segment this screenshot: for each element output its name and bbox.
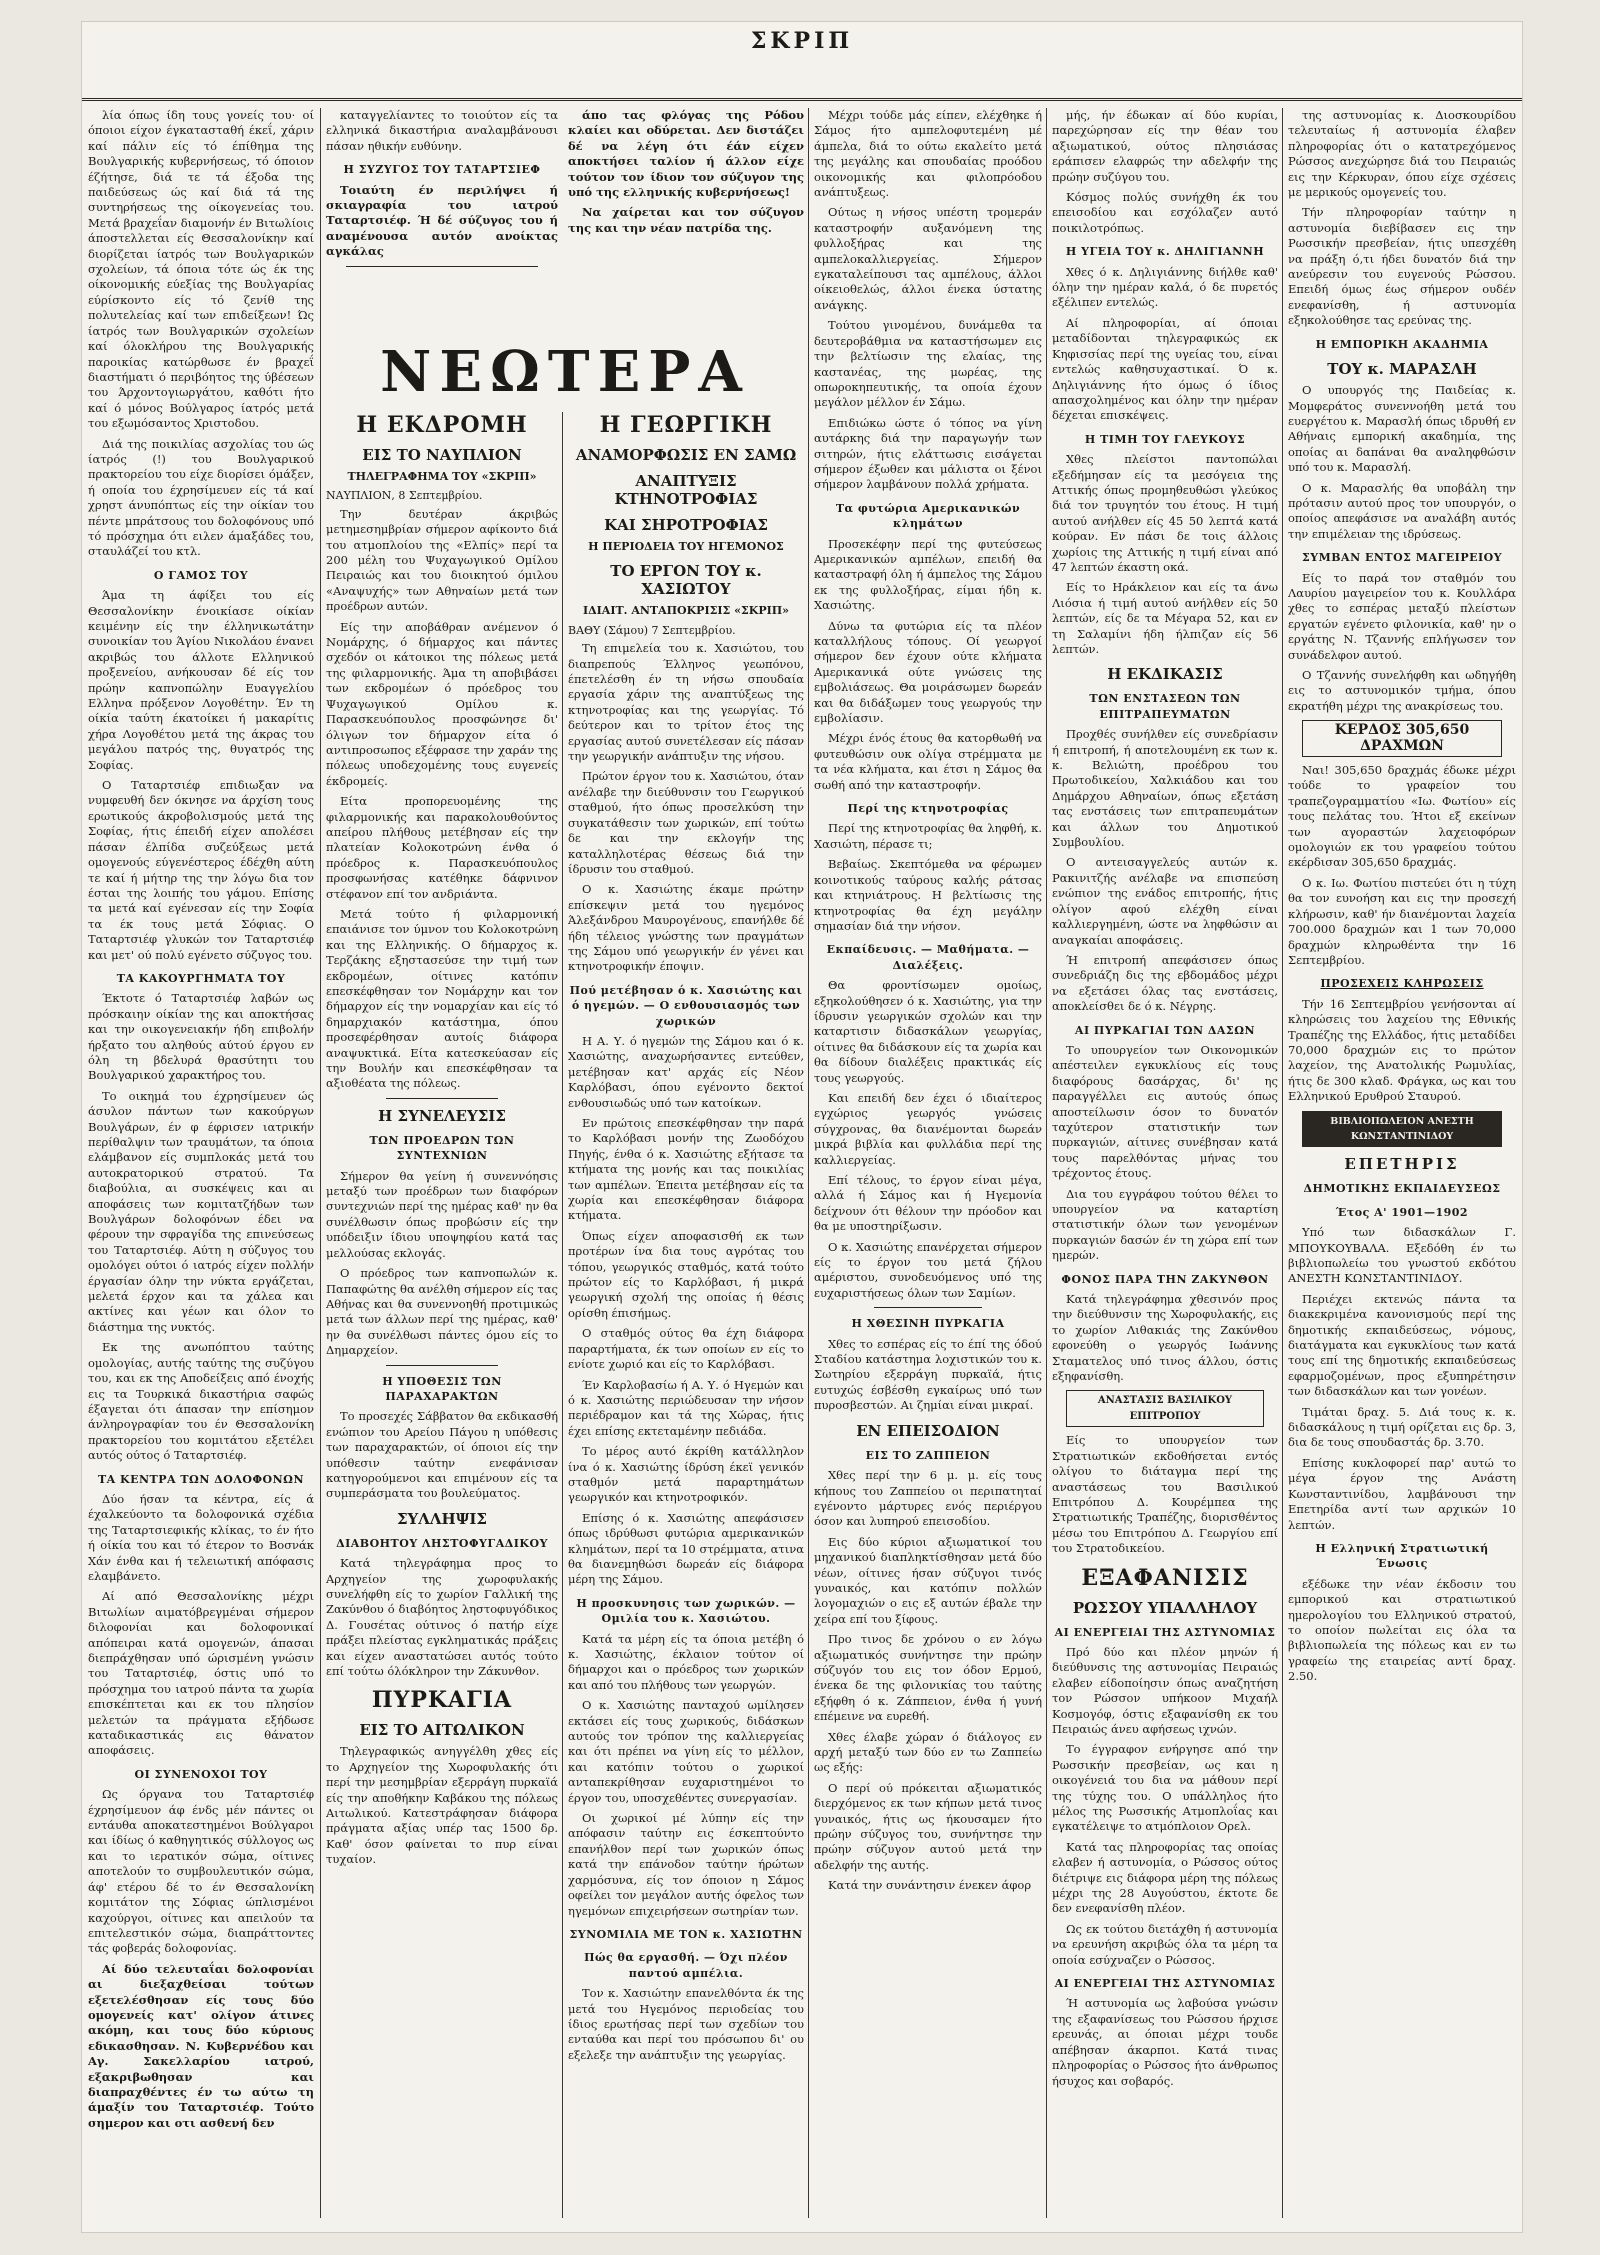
article-subheading: ΡΩΣΣΟΥ ΥΠΑΛΛΗΛΟΥ	[1072, 1598, 1258, 1617]
paragraph: Μέχρι ένός έτους θα κατορθωθή να φυτευθώσιν ουκ ολίγα στρέμματα με τα νέα κλήματα, και έτσι η Σάμος θα σωθή από την καταστροφήν.	[814, 731, 1042, 792]
paragraph: Είς το Ηράκλειον και είς τα άνω Λιόσια ή τιμή αυτού ανήλθεν είς 50 λεπτών, είς δε τα Μέγαρα 52, και εν τη Σαλαμίνι ήδη ήλπιζαν είς 56 λεπτών.	[1052, 580, 1278, 656]
paragraph: Άμα τη άφίξει του είς Θεσσαλονίκην ένοικίασε οίκίαν κειμένην είς την έλληνικωτάτην συνοικίαν του Άγίου Νικολάου ένανει ακριβώς του άλλοτε Ελληνικού προξενείου, ανήκουσαν δέ είς τον πρώην καπνοπώλην Ευαγγελίου Ελληνα πρόξενον Λογοθέτην. Έν τη οίκία ταύτη έκατοίκει ή μακαρίτις χήρα Λογοθέτου μετά της άκρας του μεγάλου πατρός της, θυγατρός της Σοφίας.	[88, 588, 314, 772]
masthead-title: ΣΚΡΙΠ	[750, 28, 854, 54]
newspaper-page	[82, 22, 1522, 2232]
paragraph: Ο περί ού πρόκειται αξιωματικός διερχόμενος εκ των κήπων μετά τινος γυναικός, ήτις ως ήκουσαμεν ήτο πρώην σύζυγος του, συνήντησε την πρώην σύζυγον αυτού μετά την αδελφήν της αυτής.	[814, 1780, 1042, 1872]
article-subheading: ΕΙΣ ΤΟ ΝΑΥΠΛΙΟΝ	[362, 446, 522, 464]
paragraph: Ο σταθμός ούτος θα έχη διάφορα παραρτήματα, έκ των οποίων εν είς το ενίοτε χωριό και είς το Καρλόβασι.	[568, 1326, 804, 1372]
paragraph: Το προσεχές Σάββατον θα εκδικασθή ενώπιον του Αρείου Πάγου η υπόθεσις των παραχαρακτών, οί όποιοι είς την υπόθεσιν ταύτην ενεφάνισαν κατηγορούμενοι και επιμένουν είς τα συμπεράσματα του βουλεύματος.	[326, 1409, 558, 1501]
paragraph: Ναι! 305,650 δραχμάς έδωκε μέχρι τούδε το γραφείον του τραπεζογραμματίου «Ιω. Φωτίου» είς τους πελάτας του. Ήτοι εξ εκείνων των αγοραστών λαχειοφόρων ομολογιών εκ του γραφείου τούτου εκέρδισαν 305,650 δραχμάς.	[1288, 763, 1516, 870]
section-heading: ΤΑ ΚΕΝΤΡΑ ΤΩΝ ΔΟΛΟΦΟΝΩΝ	[97, 1472, 305, 1486]
paragraph: Είτα προπορευομένης της φιλαρμονικής και παρακολουθούντος απείρου πλήθους μετέβησαν είς την πλατείαν Κολοκοτρώνη ένθα ό πρόεδρος κ. Παρασκευόπουλος προσφωνήσας κατέθηκε δάφνινον στέφανον επί τον ανδριάντα.	[326, 794, 558, 901]
article-heading: Η ΥΠΟΘΕΣΙΣ ΤΩΝ ΠΑΡΑΧΑΡΑΚΤΩΝ	[382, 1374, 502, 1403]
news-banner-heading: ΝΕΩΤΕΡΑ	[380, 339, 750, 405]
paragraph: Κατά τηλεγράφημα προς το Αρχηγείον της χωροφυλακής συνελήφθη είς το χωρίον Γαλλική της Ζακύνθου ό διαβόητος ληστοφυγόδικος Δ. Γουσέτας ούτινος ό πατήρ είχε πράξει πλείστας εγκληματικάς πράξεις και είχεν αναστατώσει αυτός τούτο επί τούτω όλόκληρον την Ζάκυνθον.	[326, 1556, 558, 1679]
article-subheading: ΤΩΝ ΠΡΟΕΔΡΩΝ ΤΩΝ ΣΥΝΤΕΧΝΙΩΝ	[369, 1133, 515, 1163]
article-heading: Η ΤΙΜΗ ΤΟΥ ΓΛΕΥΚΟΥΣ	[1084, 432, 1246, 446]
paragraph: Δύνω τα φυτώρια είς τα πλέον καταλλήλους τόπους. Οί γεωργοί σήμερον δεν έχουν ούτε κλήματα Αμερικανικά ούτε γνώσεις της εμβολιάσεως. Θα μοιράσωμεν δωρεάν και θα διδάξωμεν τους γεωργούς την εμβολίασιν.	[814, 618, 1042, 726]
paragraph: Ο κ. Ιω. Φωτίου πιστεύει ότι η τύχη θα τον ευνοήση και εις την προσεχή κλήρωσιν, καθ' ήν διανέμονται λαχεία 700.000 δραχμών και 1 των 70,000 δραχμών κληρωθέντα την 16 Σεπτεμβρίου.	[1288, 875, 1516, 967]
article-heading: ΑΙ ΠΥΡΚΑΓΙΑΙ ΤΩΝ ΔΑΣΩΝ	[1074, 1023, 1256, 1037]
paragraph: Προχθές συνήλθεν είς συνεδρίασιν ή επιτροπή, ή αποτελουμένη εκ των κ. κ. Βελιώτη, προέδρου του Πρωτοδικείου, Χαλκιάδου και του Δημάρχου Αθηναίων, όπως εξετάση τας ενστάσεις των επιτραπευμάτων και άλλων του Δημοτικού Συμβουλίου.	[1052, 727, 1278, 850]
paragraph: Ο υπουργός της Παιδείας κ. Μομφεράτος συνεννοήθη μετά του ευεργέτου κ. Μαρασλή όπως ιδρυθή εν Αθήναις εμπορική ακαδημία, της οποίας αι δαπάναι θα αναληφθώσιν υπό του κ. Μαρασλή.	[1288, 383, 1516, 475]
article-heading: ΕΝ ΕΠΕΙΣΟΔΙΟΝ	[856, 1421, 1000, 1440]
divider	[874, 1307, 982, 1308]
column-1	[88, 108, 314, 2218]
paragraph: Την δευτέραν άκριβώς μετημεσημβρίαν σήμερον αφίκοντο διά του ατμοπλοίου της «Ελπίς» περί τα 200 μέλη του Ψυχαγωγικού Ομίλου Πειραιώς και του διοικητού όμιλου «Αναψυχής» των Αθηναίων μετά των προέδρων αυτών.	[326, 506, 558, 614]
article-heading: ΠΡΟΣΕΧΕΙΣ ΚΛΗΡΩΣΕΙΣ	[1320, 977, 1484, 991]
article-subheading: ΕΙΣ ΤΟ ΑΙΤΩΛΙΚΟΝ	[359, 1721, 525, 1740]
paragraph: Μετά τούτο ή φιλαρμονική επαιάνισε τον ύμνον του Κολοκοτρώνη και της Ελληνικής. Ο δήμαρχος κ. Τερζάκης εξηστασεύσε την τιμή των εκδρομέων, οίτινες κατόπιν επεσκέφθησαν τον Νομάρχην και τον δήμαρχον είς την νομαρχίαν και είς τό δημαρχιακόν κατάστημα, όπου προσεφέρθησαν αυτοίς διάφορα αναψυκτικά. Είτα κατεσκεύασαν είς την Βουλήν και επεσκέφθησαν τα αξιοθέατα της πόλεως.	[326, 906, 558, 1091]
section-heading: ΟΙ ΣΥΝΕΝΟΧΟΙ ΤΟΥ	[134, 1767, 268, 1781]
paragraph: Όπως είχεν αποφασισθή εκ των προτέρων ίνα δια τους αγρότας του τόπου, γεωργικός σταθμός, κατά τούτο πρώτον είς το Καρλόβασι, ή μικρά γεωργική σχολή της οποίας ή θέσις ορίσθη έπισήμως.	[568, 1228, 804, 1320]
paragraph: καταγγελίαντες το τοιούτον είς τα ελληνικά δικαστήρια αναλαμβάνουσι πάσαν ηθικήν ευθύνην.	[326, 108, 558, 153]
subsection-heading: ΣΥΝΟΜΙΛΙΑ ΜΕ ΤΟΝ κ. ΧΑΣΙΩΤΗΝ	[569, 1927, 803, 1941]
paragraph: Χθες έλαβε χώραν ό διάλογος εν αρχή μεταξύ των δύο εν τω Ζαππείω ως εξής:	[814, 1729, 1042, 1775]
subsection-heading: Εκπαίδευσις. — Μαθήματα. — Διαλέξεις.	[826, 943, 1030, 972]
article-heading: ΠΥΡΚΑΓΙΑ	[371, 1687, 513, 1714]
paragraph: Χθες το εσπέρας είς το έπί της όδού Σταδίου κατάστημα λοχιστικών του κ. Σωτηρίου εξερράγη πυρκαϊά, ήτις ευτυχώς έσβέσθη εγκαίρως υπό των πυροσβεστών. Αι ζημίαι είναι μικραί.	[814, 1336, 1042, 1413]
paragraph: Κατά τας πληροφορίας τας οποίας ελαβεν ή αστυνομία, ο Ρώσσος ούτος διέτριψε εις διάφορα μέρη της πόλεως μέχρι της 28 Αυγούστου, έκτοτε δε δεν ενεφανίσθη πλέον.	[1052, 1839, 1278, 1916]
paragraph: Υπό των διδασκάλων Γ. ΜΠΟΥΚΟΥΒΑΛΑ. Εξεδόθη έν τω βιβλιοπωλείω του γνωστού εκδότου ΑΝΕΣΤΗ ΚΩΝΣΤΑΝΤΙΝΙΔΟΥ.	[1288, 1225, 1516, 1286]
paragraph: Το οικημά του έχρησίμευεν ώς άσυλον πάντων των κακούργων Βουλγάρων, έν φ έφρισεν ιατρικήν περίθαλψιν των τραυμάτων, τα όποια ελάμβανον είς συμπλοκάς μετά του αυτοκρατορικού στρατού. Τα διαβούλια, αι συσκέψεις και αι αποφάσεις των κομιτατζήδων των Βουλγάρων δολοφόνων έδει να φέρουν την σφραγίδα της επινεύσεως του Ταταρτσιέφ. Αύτη η σύζυγος του ομολόγει ούτοι ό ιατρός είχεν πολλήν έργασίαν όλην την νύκτα εργάζεται, μελετά έρχον και τα χάλεα και ακτίνες και γέων και όλον το διάστημα της νυκτός.	[88, 1088, 314, 1334]
article-subheading: ΤΟ ΕΡΓΟΝ ΤΟΥ κ. ΧΑΣΙΩΤΟΥ	[610, 562, 762, 599]
dateline: ΒΑΘΥ (Σάμου) 7 Σεπτεμβρίου.	[568, 623, 736, 637]
paragraph: Επί τέλους, το έργον είναι μέγα, αλλά ή Σάμος και ή Ηγεμονία δείχνουν ότι θέλουν την πρόοδον και θα με υποστηρίξωσιν.	[814, 1173, 1042, 1234]
paragraph: Αί πληροφορίαι, αί όποιαι μεταδίδονται τηλεγραφικώς εκ Κηφισσίας περί της υγείας του, είναι εντελώς καθησυχαστικαί. Ό κ. Δηλιγιάννης ήτο όμως ό ίδιος απασχολημένος και όλην την ημέραν δέχεται επισκέψεις.	[1052, 315, 1278, 423]
paragraph: Ο Ταταρτσιέφ επιδιωξαν να νυμφευθή δεν όκνησε να άρχίση τους ερωτικούς άκροβολισμούς μετά της Σοφίας, ήτις έπειδή είχεν απολέσει πάσαν έλπίδα συζεύξεως μετά ομογενούς εύγενέστερος έδέχθη αύτη τε καί ή μήτηρ της την λόγω δια τον έσται της λοιπής του γάμου. Επίσης τα μετά καί εγένεσαν είς την Σοφία τα έκ τους μετά Σόφιας. Ο Ταταρτσιέφ γλυκών τον Ταταρτσιέφ και μετ' ού πολύ εγένετο σύζυγος του.	[88, 778, 314, 962]
article-heading: Η ΥΓΕΙΑ ΤΟΥ κ. ΔΗΛΙΓΙΑΝΝΗ	[1065, 245, 1265, 259]
column-rule	[808, 108, 809, 2218]
paragraph: Εκ της ανωπόπτου ταύτης ομολογίας, αυτής ταύτης της συζύγου του, και εκ της Αποδείξεις από ένοχής εις τα Τουρκικά δικαστήρια σαφώς έξαγεται ότι άπασαν την επίσημον άνληρογραφίαν του έν Θεσσαλονίκη πρακτορείου του κομιτάτου εξετέλει αυτός ούτος ό Ταταρτσιέφ.	[88, 1340, 314, 1463]
column-rule	[562, 412, 563, 2218]
paragraph: μής, ήν έδωκαν αί δύο κυρίαι, παρεχώρησαν είς την θέαν του αξιωματικού, ούτος πλησιάσας εράπισεν ελαφρώς την αδελφήν της πρώην συζύγου του.	[1052, 108, 1278, 184]
article-heading: ΚΕΡΔΟΣ 305,650 ΔΡΑΧΜΩΝ	[1302, 720, 1502, 757]
subsection-heading: Περί της κτηνοτροφίας	[847, 802, 1009, 816]
article-subheading: ΑΙ ΕΝΕΡΓΕΙΑΙ ΤΗΣ ΑΣΤΥΝΟΜΙΑΣ	[1054, 1977, 1276, 1991]
paragraph: Το έγγραφον ενήργησε από την Ρωσσικήν πρεσβείαν, ως και η οικογένειά του δια να μάθουν περί της τύχης του. Ο υπάλληλος ήτο μέλος της Ρωσσικής Ατμοπλοΐας και εγκατέλειψε το ατμόπλοιον Ορελ.	[1052, 1742, 1278, 1834]
paragraph: λία όπως ίδη τους γονείς του· οί όποιοι είχον έγκατασταθή έκεΐ, χάριν καί πάλιν είς τό έπίθημα της Βουλγαρικής κυβερνήσεως, τό όποιον έζήτησε, διά τε τά έξοδα της παιδεύσεως ώς καί διά τά της συντηρήσεως της οίκογενείας του. Μετά βραχεΐαν διαμονήν έν Βιτωλίοις άποστελλεται είς Θεσσαλονίκην καί διορίζεται ίατρός των Βουλγαρικών σχολείων, τά όποια τότε ώς έκ της οίκονομικής εύεξίας της Βουλγαρίας εύρίσκοντο είς τό ζενίθ της πολυτελείας καί των επιδείξεων! Ώς ίατρός των Βουλγαρικών σχολείων καί όλοκλήρου της Βουλγαρικής παροικίας κατώρθωσε έν βραχεΐ διαστήματι ό περιβόητος της ύβέσεων του Άρχοντογιωργάτου, καθότι ήτο καί ό μόνος Βούλγαρος ίατρός μετά του εξωμόσαντος Χριστοδου.	[88, 108, 314, 431]
advert-heading: ΕΠΕΤΗΡΙΣ	[1344, 1155, 1460, 1174]
paragraph: Ο κ. Χασιώτης επανέρχεται σήμερον είς το έργον του μετά ζήλου αμέριστου, συνοδευόμενος υπό της ευχαριστήσεως όλων των Σαμίων.	[814, 1239, 1042, 1300]
paragraph: Προσεκέφην περί της φυτεύσεως Αμερικανικών αμπέλων, επειδή θα καταστραφή όλη ή άμπελος της Σάμου εκ της φυλλοξήρας, είμαι ήδη κ. Χασιώτης.	[814, 536, 1042, 613]
article-subheading: ΕΙΣ ΤΟ ΖΑΠΠΕΙΟΝ	[865, 1448, 991, 1462]
paragraph: Τηλεγραφικώς ανηγγέλθη χθες είς το Αρχηγείον της Χωροφυλακής ότι περί την μεσημβρίαν εξερράγη πυρκαϊά είς την αποθήκην Καβάκου της πόλεως Αιτωλικού. Κατεστράφησαν διάφορα πράγματα αξίας υπέρ τας 1500 δρ. Καθ' όσον φαίνεται το πυρ είναι τυχαίον.	[326, 1744, 558, 1867]
article-subheading: ΤΩΝ ΕΝΣΤΑΣΕΩΝ ΤΩΝ ΕΠΙΤΡΑΠΕΥΜΑΤΩΝ	[1089, 692, 1241, 721]
article-subheading: ΤΟΥ κ. ΜΑΡΑΣΛΗ	[1327, 360, 1477, 379]
paragraph: Και επειδή δεν έχει ό ιδιαίτερος εγχώριος γεωργός γνώσεις σύγχρονας, θα διανέμονται δωρεάν μικρά βιβλία και φυλλάδια περί της καλλιεργείας.	[814, 1090, 1042, 1167]
column-4	[814, 108, 1042, 2218]
article-heading: ΕΞΑΦΑΝΙΣΙΣ	[1081, 1564, 1249, 1591]
correspondence-label: ΙΔΙΑΙΤ. ΑΝΤΑΠΟΚΡΙΣΙΣ «ΣΚΡΙΠ»	[582, 604, 790, 618]
paragraph: Έκτοτε ό Ταταρτσιέφ λαβών ως πρόσκαιην οίκίαν της και αποκτήσας και την οικογενειακήν ήδη επιβολήν ήρξατο του αληθούς αύτού έργου εν όλη τη βδελυρά θρασύτητι του Βουλγαρικού χαρακτήρος του.	[88, 991, 314, 1083]
paragraph: Να χαίρεται και τον σύζυγον της και την νέαν πατρίδα της.	[568, 205, 804, 235]
paragraph: εξέδωκε την νέαν έκδοσιν του εμπορικού και στρατιωτικού ημερολογίου του Ελληνικού στρατού, το οποίον πωλείται εις όλα τα βιβλιοπωλεία της πόλεως και εν τω γραφείω της εταιρείας αντί δραχ. 2.50.	[1288, 1576, 1516, 1684]
paragraph: Ο κ. Μαρασλής θα υποβάλη την πρότασιν αυτού προς τον υπουργόν, ο οποίος απεφάσισε να αναλάβη αυτός την επιμέλειαν της ιδρύσεως.	[1288, 480, 1516, 541]
paragraph: Χθες περί την 6 μ. μ. είς τους κήπους του Ζαππείου οι περιπατηταί εγένοντο μάρτυρες ενός περιέργου όσον και λυπηρού επεισοδίου.	[814, 1468, 1042, 1529]
paragraph: Πρώτον έργον του κ. Χασιώτου, όταν ανέλαβε την διεύθυνσιν του Γεωργικού σταθμού, ήτο όπως προσελκύση την συγκατάθεσιν των χωρικών, επί τούτω δε και την εκλογήν της καταλληλοτέρας θέσεως διά την ίδρυσιν του σταθμού.	[568, 769, 804, 876]
paragraph: Ο πρόεδρος των καπνοπωλών κ. Παπαφώτης θα ανέλθη σήμερον είς τας Αθήνας και θα συνεννοηθή προτιμικώς μετά των άλλων περί της ημέρας, καθ' ην θα συνέλθωσι πάντες όμου είς το Δημαρχείον.	[326, 1266, 558, 1358]
paragraph: Είς την αποβάθραν ανέμενον ό Νομάρχης, ό δήμαρχος και πάντες σχεδόν οι κάτοικοι της πόλεως μετά της φιλαρμονικής. Άμα τη αποβιβάσει των εκδρομέων ό πρόεδρος του Ψυχαγωγικού Ομίλου κ. Παρασκευόπουλος προσφώνησε δι' όλιγων τον δήμαρχον είτα ό αντιπροσωπος εξέφρασε την χαράν της πόλεως υποδεχομένης τους ευγενείς έκδρομείς.	[326, 619, 558, 788]
paragraph: Σήμερον θα γείνη ή συνεννόησις μεταξύ των προέδρων των διαφόρων συντεχνιών περί της ημέρας καθ' ην θα συνέλθωσιν όπως προβώσιν είς την υπόδειξιν ίδιου υποψηφίου κατά τας μελλούσας εκλογάς.	[326, 1168, 558, 1260]
paragraph: Τήν πληροφορίαν ταύτην η αστυνομία διεβίβασεν εις την Ρωσσικήν πρεσβείαν, ήτις υπεσχέθη να πράξη ό,τι ήδει δυνατόν διά την ανεύρεσιν του ευγενούς Ρώσσου. Επειδή όμως έως σήμερον ουδέν ενεφανίσθη, ή αστυνομία εξηκολούθησε τας ερεύνας της.	[1288, 205, 1516, 328]
paragraph: Το μέρος αυτό έκρίθη κατάλληλον ίνα ό κ. Χασιώτης ίδρύση έκεϊ γενικόν σταθμόν μετά παραρτημάτων γεωργικόν και κτηνοτροφικόν.	[568, 1444, 804, 1505]
section-heading: Ο ΓΑΜΟΣ ΤΟΥ	[153, 568, 249, 582]
article-heading: Η ΣΥΝΕΛΕΥΣΙΣ	[378, 1106, 506, 1125]
paragraph: Περιέχει εκτενώς πάντα τα διακεκριμένα κανονισμούς περί της δημοτικής εκπαιδεύσεως, νόμους, διατάγματα και εγκυκλίους των κατά τους επί της δημοτικής εκπαιδεύσεως εφαρμοζομένων, προς εξυπηρέτησιν των διδασκάλων και των γονέων.	[1288, 1291, 1516, 1399]
paragraph: Ο αντεισαγγελεύς αυτών κ. Ρακινιτζής ανέλαβε να επισπεύση ενώπιον της ενάδος επιτροπής, ήτις ολίγον αφού ελέχθη είναι καλλιεργημένη, ώστε να ληφθώσιν αι αναγκαίαι αποφάσεις.	[1052, 855, 1278, 947]
article-subheading: ΑΝΑΠΤΥΞΙΣ ΚΤΗΝΟΤΡΟΦΙΑΣ	[614, 472, 758, 508]
paragraph: Μέχρι τούδε μάς είπεν, ελέχθηκε ή Σάμος ήτο αμπελοφυτεμένη μέ άμπελα, διά το ούτω εκαλείτο μετά της μεγάλης και σπουδαίας προόδου οικονομικής και φιλοπρόοδου ανάπτυξεως.	[814, 108, 1042, 200]
paragraph: Τήν 16 Σεπτεμβρίου γενήσονται αί κληρώσεις του λαχείου της Εθνικής Τραπέζης της Ελλάδος, ήτις μεταδίδει 70,000 δραχμών εις το πρώτον λαχείον, της Ανατολικής Ρωμυλίας, ήτις δε 300 κλαδ. Φράγκα, ως και του Ελληνικού Ερυθρού Σταυρού.	[1288, 996, 1516, 1104]
divider	[346, 266, 538, 267]
subsection-heading: Τα φυτώρια Αμερικανικών κλημάτων	[835, 501, 1021, 531]
article-subheading: ΑΙ ΕΝΕΡΓΕΙΑΙ ΤΗΣ ΑΣΤΥΝΟΜΙΑΣ	[1054, 1625, 1276, 1639]
paragraph: Τον κ. Χασιώτην επανελθόντα έκ της μετά του Ηγεμόνος περιοδείας του ίδιος ερωτήσας περί των σχεδίων του ενταύθα και περί του πρόσωπου δι' ου εξελεξε την ανάπτυξιν της γεωργίας.	[568, 1986, 804, 2062]
divider	[386, 1098, 498, 1099]
column-6	[1288, 108, 1516, 2218]
article-kicker: Η ΠΕΡΙΟΔΕΙΑ ΤΟΥ ΗΓΕΜΟΝΟΣ	[588, 540, 784, 553]
paragraph: Επίσης κυκλοφορεί παρ' αυτώ το μέγα έργον της Ανάστη Κωνσταντινίδου, λαμβάνουσι την Επετηρίδα αντί των αρχικών 10 λεπτών.	[1288, 1455, 1516, 1532]
section-heading: Η ΣΥΖΥΓΟΣ ΤΟΥ ΤΑΤΑΡΤΣΙΕΦ	[343, 163, 541, 177]
paragraph: Εν πρώτοις επεσκέφθησαν την παρά το Καρλόβασι μονήν της Ζωοδόχου Πηγής, ένθα ό κ. Χασιώτης εξήτασε τα κτήματα της μονής και τας ποικιλίας των αμπέλων. Έπειτα μετέβησαν είς τα χωρία και επεσκέφθησαν διάφορα κτήματα.	[568, 1116, 804, 1223]
advert-banner: ΒΙΒΛΙΟΠΩΛΕΙΟΝ ΑΝΕΣΤΗ ΚΩΝΣΤΑΝΤΙΝΙΔΟΥ	[1302, 1111, 1502, 1148]
paragraph: Θα φροντίσωμεν ομοίως, εξηκολούθησεν ό κ. Χασιώτης, για την ίδρυσιν γεωργικών σχολών και την καταρτισιν διδασκάλων γεωργίας, οίτινες θα διδάσκουν είς τα χωρία και θα δίδουν διαλέξεις πρακτικάς είς τους γεωργούς.	[814, 978, 1042, 1085]
article-subheading: ΑΝΑΜΟΡΦΩΣΙΣ ΕΝ ΣΑΜΩ	[575, 446, 797, 464]
paragraph: Είς το υπουργείον των Στρατιωτικών εκδοθήσεται εντός ολίγου το διάταγμα περί της αναστάσεως του Βασιλικού Επιτρόπου Δ. Κουρέμπεα της Στρατιωτικής Τραπέζης, διορισθέντος μέσω του Επιτρόπου Δ. Γεωργίου επί του Στρατοδικείου.	[1052, 1433, 1278, 1556]
column-2-lower	[326, 412, 558, 2218]
paragraph: Αί δύο τελευταΐαι δολοφονίαι αι διεξαχθείσαι τούτων εξετελέσθησαν είς τους δύο ομογενείς κατ' ολίγον άτινες ακόμη, και τους δύο κύριους εδικασθησαν. Ν. Κυβερνέδου και Αγ. Σακελλαρίου ιατρού, εξακριβωθησαν και διαπραχθέντες έν τω αύτω τη άμαξίν του Ταταρτσιέφ. Τούτο σημερον και οτι ασθενή δεν	[88, 1961, 314, 2130]
paragraph: Κατά τηλεγράφημα χθεσινόν προς την διεύθυνσιν της Χωροφυλακής, εις το χωρίον Λιθακιάς της Ζακύνθου εφονεύθη ο γεωργός Ιωάννης Σταματελος υπό τινος άλλου, όστις εξηφανίσθη.	[1052, 1292, 1278, 1384]
paragraph: Ως εκ τούτου διετάχθη ή αστυνομία να ερευνήση ακριβώς όλα τα μέρη τα οποία εσύχναζεν ο Ρώσσος.	[1052, 1921, 1278, 1967]
paragraph: Κόσμος πολύς συνήχθη έκ του επεισοδίου και εσχόλαζεν αυτό ποικιλοτρόπως.	[1052, 190, 1278, 235]
telegram-label: ΤΗΛΕΓΡΑΦΗΜΑ ΤΟΥ «ΣΚΡΙΠ»	[347, 470, 537, 483]
article-heading: ΣΥΜΒΑΝ ΕΝΤΟΣ ΜΑΓΕΙΡΕΙΟΥ	[1301, 551, 1503, 565]
paragraph: Κατά τα μέρη είς τα όποια μετέβη ό κ. Χασιώτης, έκλαιον τούτον οί δήμαρχοι και ο πρόεδρος των χωρικών και από του πλήθους των γεωργών.	[568, 1631, 804, 1692]
column-3-lower	[568, 412, 804, 2218]
article-heading: Η ΕΚΔΙΚΑΣΙΣ	[1107, 665, 1223, 684]
masthead	[82, 22, 1522, 101]
paragraph: Χθες πλείστοι παντοπώλαι εξεδήμησαν είς τα μεσόγεια της Αττικής όπως προμηθευθώσι γλεύκος διά τον τρυγητόν του έτους. Η τιμή αυτού ανήλθεν είς 45 50 λεπτά κατά κούραν. Εν πάσι δε τοις άλλοις χωρίοις της Αττικής η τιμή είναι από 47 λεπτών έκαστη οκά.	[1052, 452, 1278, 574]
column-rule	[320, 108, 321, 2218]
paragraph: Η Α. Υ. ό ηγεμών της Σάμου και ό κ. Χασιώτης, αναχωρήσαντες εντεύθεν, μετέβησαν κατ' αρχάς είς Νέον Καρλόβασι, όπου εγένοντο δεκτοί ενθουσιωδώς υπό των κατοίκων.	[568, 1033, 804, 1110]
paragraph: Έν Καρλοβασίω ή Α. Υ. ό Ηγεμών και ό κ. Χασιώτης περιώδευσαν την νήσον περιέδραμον και τά της Χώρας, ήτις έχει επίσης εκτεταμένην πεδιάδα.	[568, 1377, 804, 1438]
divider	[386, 1365, 498, 1366]
column-rule	[1282, 108, 1283, 2218]
subsection-heading: Η προσκυνησις των χωρικών. — Ομιλία του κ. Χασιώτου.	[576, 1596, 796, 1626]
article-heading: Η Ελληνική Στρατιωτική Ένωσις	[1315, 1541, 1489, 1571]
paragraph: Τη επιμελεία του κ. Χασιώτου, του διαπρεπούς Έλληνος γεωπόνου, έπετελέσθη έν τη νήσω σπουδαία εργασία χάριν της αναπτύξεως της κτηνοτροφίας και της γεωργίας. Τό δεύτερον και το τρίτον έτος της εργασίας αυτού συνετέλεσαν είς πάσαν την γεωργικήν ανάπτυξιν της νήσου.	[568, 641, 804, 764]
paragraph: άπο τας φλόγας της Ρόδου κλαίει και οδύρεται. Δεν διστάζει δέ να λέγη ότι έάν είχεν αποκτήσει ταλίον ή άλλον είχε τούτον τον ίδιον τον σύζυγον της υπό της ελληνικής κυβερνήσεως!	[568, 108, 804, 200]
paragraph: Τούτου γινομένου, δυνάμεθα τα δευτεροβάθμια να καταστήσωμεν εις την βελτίωσιν της ελαίας, της καστανέας, της μωρέας, της οπωροκηπευτικής, τα οποία έχουν μεγάλον μέλλον έν Σάμω.	[814, 318, 1042, 410]
column-rule	[1046, 108, 1047, 2218]
paragraph: Τοιαύτη έν περιλήψει ή σκιαγραφία του ιατρού Ταταρτσιέφ. Ή δέ σύζυγος του ή αναμένουσα αυτόν ανοίκτας αγκάλας	[326, 182, 558, 259]
section-heading: ΤΑ ΚΑΚΟΥΡΓΗΜΑΤΑ ΤΟΥ	[116, 971, 286, 985]
paragraph: Πρό δύο και πλέον μηνών ή διεύθυνσις της αστυνομίας Πειραιώς ελαβεν είδοποίησιν όπως αναζητήση τον Ρώσσον υπήκοον Μιχαήλ Κοσμογόφ, όστις εξαφανίσθη εκ του Πειραιώς άνευ αφήσεως ιχνών.	[1052, 1644, 1278, 1736]
advert-year: Έτος Α' 1901—1902	[1335, 1205, 1469, 1219]
article-heading: Η ΓΕΩΡΓΙΚΗ	[599, 412, 773, 438]
paragraph: Επίσης ό κ. Χασιώτης απεφάσισεν όπως ιδρύθωσι φυτώρια αμερικανικών κλημάτων, περί τα 10 στρέμματα, ατινα θα διανεμηθώσι δωρεάν είς διάφορα μέρη της Σάμου.	[568, 1510, 804, 1587]
paragraph: Δια του εγγράφου τούτου θέλει το υπουργείον να καταρτίση στατιστικήν όλων των γενομένων πυρκαγιών δασών έν τη χώρα επί των ημερών.	[1052, 1186, 1278, 1263]
paragraph: Τιμάται δραχ. 5. Διά τους κ. κ. διδασκάλους η τιμή ορίζεται εις δρ. 3, δια δε τους σπουδαστάς δρ. 3.70.	[1288, 1404, 1516, 1450]
paragraph: Βεβαίως. Σκεπτόμεθα να φέρωμεν κοινοτικούς ταύρους καλής ράτσας και κτηνιάτρους. Η βελτίωσις της κτηνοτροφίας θα έχη μεγάλην σημασίαν διά την νήσον.	[814, 857, 1042, 933]
paragraph: Ο Τζαννής συνελήφθη και ωδηγήθη εις το αστυνομικόν τμήμα, όπου εκρατήθη μέχρι της ανακρίσεως του.	[1288, 668, 1516, 713]
article-subheading: ΚΑΙ ΣΗΡΟΤΡΟΦΙΑΣ	[604, 516, 768, 534]
paragraph: της αστυνομίας κ. Διοσκουρίδου τελευταίως ή αστυνομία έλαβεν πληροφορίας ότι ο κατατρεχόμενος Ρώσσος ανεχώρησε διά του Πειραιώς εις την Κέρκυραν, όπου είχε σχέσεις με μερικούς ομογενείς του.	[1288, 108, 1516, 200]
article-subheading: ΔΙΑΒΟΗΤΟΥ ΛΗΣΤΟΦΥΓΑΔΙΚΟΥ	[336, 1536, 548, 1550]
article-heading: Η ΕΜΠΟΡΙΚΗ ΑΚΑΔΗΜΙΑ	[1315, 337, 1489, 351]
paragraph: Ως όργανα του Ταταρτσιέφ έχρησίμευον άφ ένδς μέν πάντες οι εντάυθα αποκατεστημένοι Βούλγαροι και ίδίως ό καθηγητικός σύλλογος ως και το ιερατικόν σώμα, οίτινες αποτελούν το συμβουλευτικόν σώμα, άφ' ετέρου δέ το έν Θεσσαλονίκη κομιτάτον της Σόφιας ώπλισμένοι καχούργοι, οίτινες και απειλούν τα επιτελεστικόν σώμα, διαπράττοντες τάς φοβεράς δολοφονίας.	[88, 1787, 314, 1956]
paragraph: Περί της κτηνοτροφίας θα ληφθή, κ. Χασιώτη, πέρασε τι;	[814, 821, 1042, 851]
paragraph: Οι χωρικοί μέ λύπην είς την απόφασιν ταύτην εις έσκεπτούντο επανήλθον περί των χωρικών όπως κατά την επάνοδον ταύτην ήρώτων χαρμόσυνα, είς τον όποιον η Σάμος οφείλει τον μεγάλον αυτής όφελος των ηγεμόνων επιχειρήσεων σωτηρίαν των.	[568, 1811, 804, 1918]
article-heading: Η ΧΘΕΣΙΝΗ ΠΥΡΚΑΓΙΑ	[851, 1317, 1005, 1331]
paragraph: Ο κ. Χασιώτης πανταχού ωμίλησεν εκτάσει είς τους χωρικούς, διδάσκων αυτούς τον τρόπον της καλλιεργείας και ότι πρέπει να γίνη είς το μέλλον, και κατόπιν τούτου ο χωρικοί ανταπεκρίθησαν ευχαριστημένοι το έργον του, υποσχεθέντες συνεργασίαν.	[568, 1698, 804, 1805]
paragraph: Ο κ. Χασιώτης έκαμε πρώτην επίσκεψιν μετά του ηγεμόνος Άλεξάνδρου Μαυρογένους, επανήλθε δέ ήδη τέλειος γνώστης των πραγμάτων της Σάμου υπό γεωργικήν έν γένει και κτηνοτροφικήν έποψιν.	[568, 882, 804, 974]
article-heading: ΑΝΑΣΤΑΣΙΣ ΒΑΣΙΛΙΚΟΥ ΕΠΙΤΡΟΠΟΥ	[1066, 1390, 1264, 1427]
subsection-heading: Πώς θα εργασθή. — Όχι πλέον παντού αμπέλια.	[584, 1951, 788, 1980]
dateline: ΝΑΥΠΛΙΟΝ, 8 Σεπτεμβρίου.	[326, 489, 483, 503]
paragraph: Είς το παρά τον σταθμόν του Λαυρίου μαγειρείον του κ. Κουλλάρα χθες το εσπέρας μεταξύ πλείστων εργατών εγένετο φιλονικία, καθ' ην ο εργάτης Ν. Τζαννής επλήγωσεν τον συνάδελφον αυτού.	[1288, 570, 1516, 662]
column-5	[1052, 108, 1278, 2218]
paragraph: Ούτως η νήσος υπέστη τρομεράν καταστροφήν αυξανόμενη της φυλλοξήρας και της αμπελοκαλλιεργείας. Σήμερον εγκαταλείπουσι τας αμπέλους, άλλοι οίκειοθελώς, άλλοι ένεκα ύστατης ανάγκης.	[814, 205, 1042, 312]
article-heading: Η ΕΚΔΡΟΜΗ	[356, 412, 528, 438]
paragraph: Αί από Θεσσαλονίκης μέχρι Βιτωλίων αιματόβρεγμέναι σήμερον διλοφονίαι και δολοφονικαί απόπειραι κατά ομογενών, άπασαι διεπράχθησαν υπό ώρισμένη γνώσιν του Ταταρτσιέφ, όστις υπό το πρόσχημα του ιατρού πάντα τα χωρία επισκέπτεται και εκ του πλησίον μελετών τα πράγματα εξήδωσε καταδικαστικάς εις θάνατον αποφάσεις.	[88, 1589, 314, 1758]
article-heading: ΣΥΛΛΗΨΙΣ	[396, 1509, 488, 1528]
paragraph: Εις δύο κύριοι αξιωματικοί του μηχανικού διαπληκτίσθησαν μετά δύο νέων, οίτινες ήσαν σύζυγοι τινός γυναικός, και κατόπιν πολλών λογομαχιών ο εις εξ αυτών έβαλε την χείρα επί του ξίφους.	[814, 1534, 1042, 1626]
subsection-heading: Πού μετέβησαν ό κ. Χασιώτης και ό ηγεμών. — Ο ενθουσιασμός των χωρικών	[569, 983, 803, 1028]
paragraph: Διά της ποικιλίας ασχολίας του ώς ίατρός (!) του Βουλγαρικού πρακτορείου του είχε διορίσει όμάξεν, ή οποία του έχρησίμευεν είς τά καί χρηστ άνυπόπτως είς την οίκίαν του πέντε μπράτσους του δολοφόνους υπό τό πρόσχημα ότι ειλεν άμαξάδες του, σταυλάζεί του κτλ.	[88, 436, 314, 559]
paragraph: Δύο ήσαν τα κέντρα, είς ά έχαλκεύοντο τα δολοφονικά σχέδια της Ταταρτσιεφικής κλίκας, το έν ήτο ή οίκία του και τό έτερον το Βοσνάκ Χάν ένθα και ή τελειωτική απόφασις ελαμβάνετο.	[88, 1491, 314, 1583]
paragraph: Ή αστυνομία ως λαβούσα γνώσιν της εξαφανίσεως του Ρώσσου ήρχισε ερευνάς, αι όποιαι μέχρι τουδε απέβησαν άκαρποι. Κατά τινας πληροφορίας ο Ρώσσος ήτο άνθρωπος ήσυχος και σοβαρός.	[1052, 1996, 1278, 2088]
columns	[88, 108, 1516, 2218]
paragraph: Κατά την συνάντησιν ένεκεν άφορ	[828, 1878, 1032, 1893]
paragraph: Χθες ό κ. Δηλιγιάννης διήλθε καθ' όλην την ημέραν καλά, ό δε πυρετός εξέλιπεν εντελώς.	[1052, 264, 1278, 310]
advert-subheading: ΔΗΜΟΤΙΚΗΣ ΕΚΠΑΙΔΕΥΣΕΩΣ	[1303, 1182, 1501, 1196]
paragraph: Προ τινος δε χρόνου ο εν λόγω αξιωματικός συνήντησε την πρώην σύζυγόν του εις τον όδον Ερμού, ένεκα δε της φιλονικίας του ταύτης εξήφθη ό κ. Ζάππειον, ένθα ή γυνή επέμεινε να ευρεθή.	[814, 1632, 1042, 1724]
paragraph: Το υπουργείον των Οικονομικών απέστειλεν εγκυκλίους είς τους διαφόρους δασάρχας, δι' ης παραγγέλλει εις αυτούς όπως αποστείλωσιν όσον το δυνατόν ταχύτερον στατιστικήν των πυρκαγιών, αίτινες συνέβησαν κατά τους παρελθόντας μήνας του τρέχοντος έτους.	[1052, 1042, 1278, 1181]
paragraph: Επιδιώκω ώστε ό τόπος να γίνη αυτάρκης διά την παραγωγήν των σιτηρών, ήτις ελάττωσις εισάγεται σήμερον έξωθεν και μάλιστα οι ξένοι σήμερον λαμβάνουν πολλά χρήματα.	[814, 415, 1042, 492]
article-heading: ΦΟΝΟΣ ΠΑΡΑ ΤΗΝ ΖΑΚΥΝΘΟΝ	[1061, 1272, 1269, 1286]
paragraph: Ή επιτροπή απεφάσισεν όπως συνεδριάζη δις της εβδομάδος μέχρι να εξετάσει όλας τας ενστάσεις, αποκλείσθει δε ό κ. Νέγρης.	[1052, 952, 1278, 1014]
